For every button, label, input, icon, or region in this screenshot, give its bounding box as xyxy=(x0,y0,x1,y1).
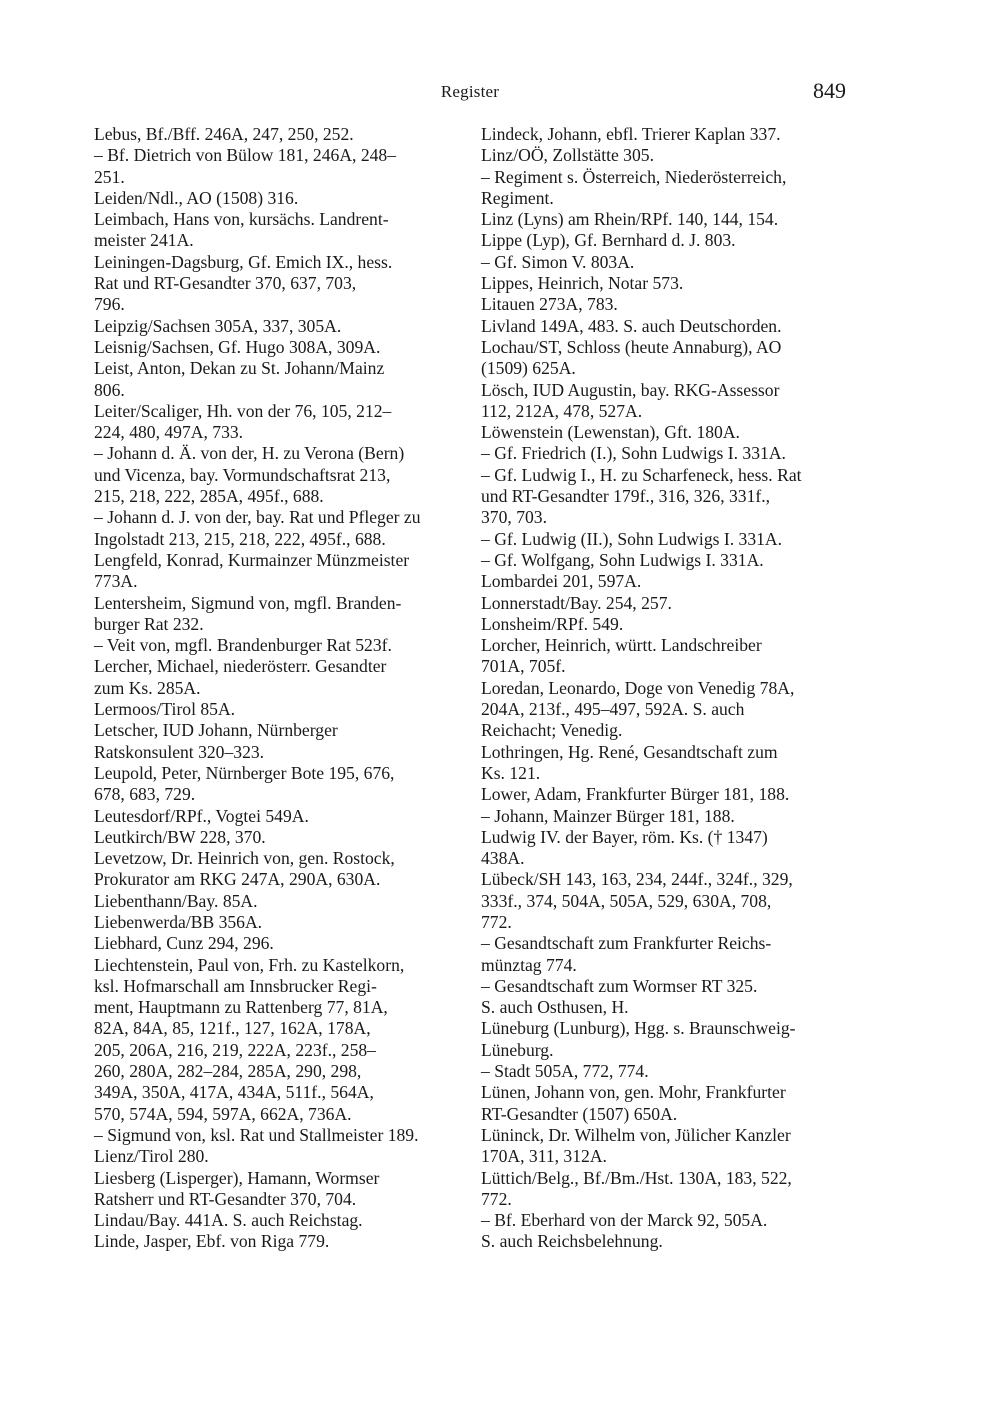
index-entry-line: – Gesandtschaft zum Wormser RT 325. xyxy=(481,975,758,996)
index-entry-line: Lüttich/Belg., Bf./Bm./Hst. 130A, 183, 522, xyxy=(481,1167,792,1188)
index-entry-line: 772. xyxy=(481,911,512,932)
index-entry-line: – Gf. Simon V. 803A. xyxy=(481,251,635,272)
index-entry xyxy=(94,720,474,763)
index-entry-line: 333f., 374, 504A, 505A, 529, 630A, 708, xyxy=(481,890,772,911)
index-entry-line: 438A. xyxy=(481,848,525,869)
index-entry-line: 772. xyxy=(481,1188,512,1209)
index-entry xyxy=(94,507,474,550)
index-entry xyxy=(481,124,861,145)
index-entry-line: 796. xyxy=(94,294,125,315)
index-entry-line: Lindau/Bay. 441A. S. auch Reichstag. xyxy=(94,1210,363,1231)
index-entry xyxy=(94,656,474,699)
index-column-right xyxy=(481,124,861,1253)
index-entry-line: Lengfeld, Konrad, Kurmainzer Münzmeister xyxy=(94,549,410,570)
index-entry-line: Ks. 121. xyxy=(481,762,541,783)
index-entry-line: 215, 218, 222, 285A, 495f., 688. xyxy=(94,486,324,507)
index-entry-line: Lippes, Heinrich, Notar 573. xyxy=(481,273,684,294)
index-entry xyxy=(481,167,861,210)
index-entry-line: 701A, 705f. xyxy=(481,656,566,677)
index-entry xyxy=(481,465,861,529)
index-entry xyxy=(481,614,861,635)
index-entry xyxy=(94,337,474,358)
index-entry-line: 806. xyxy=(94,379,125,400)
index-entry xyxy=(94,209,474,252)
index-entry xyxy=(481,316,861,337)
index-entry-line: – Johann, Mainzer Bürger 181, 188. xyxy=(481,805,735,826)
index-entry xyxy=(94,955,474,1125)
index-entry-line: 260, 280A, 282–284, 285A, 290, 298, xyxy=(94,1061,362,1082)
index-entry xyxy=(481,742,861,785)
index-entry-line: Ludwig IV. der Bayer, röm. Ks. († 1347) xyxy=(481,826,768,847)
index-entry-line: Leimbach, Hans von, kursächs. Landrent- xyxy=(94,209,389,230)
index-entry-line: Lüneburg. xyxy=(481,1039,554,1060)
index-entry-line: – Veit von, mgfl. Brandenburger Rat 523f. xyxy=(94,635,392,656)
index-entry xyxy=(94,443,474,507)
index-entry-line: Lorcher, Heinrich, württ. Landschreiber xyxy=(481,635,762,656)
index-entry xyxy=(481,273,861,294)
index-entry xyxy=(481,933,861,976)
index-entry xyxy=(481,252,861,273)
index-entry xyxy=(94,550,474,593)
index-entry-line: 204A, 213f., 495–497, 592A. S. auch xyxy=(481,699,745,720)
index-entry-line: meister 241A. xyxy=(94,230,194,251)
index-entry-line: Lippe (Lyp), Gf. Bernhard d. J. 803. xyxy=(481,230,736,251)
index-entry xyxy=(481,145,861,166)
index-entry xyxy=(94,1210,474,1231)
index-entry-line: Linz/OÖ, Zollstätte 305. xyxy=(481,145,654,166)
index-entry-line: Levetzow, Dr. Heinrich von, gen. Rostock, xyxy=(94,848,395,869)
index-entry-line: ment, Hauptmann zu Rattenberg 77, 81A, xyxy=(94,997,388,1018)
index-entry-line: 251. xyxy=(94,166,125,187)
index-entry-line: 773A. xyxy=(94,571,138,592)
index-entry xyxy=(481,635,861,678)
index-entry-line: burger Rat 232. xyxy=(94,613,204,634)
index-entry-line: Lüninck, Dr. Wilhelm von, Jülicher Kanzler xyxy=(481,1124,791,1145)
index-entry-line: 349A, 350A, 417A, 434A, 511f., 564A, xyxy=(94,1082,374,1103)
index-entry-line: Liebhard, Cunz 294, 296. xyxy=(94,933,274,954)
index-entry xyxy=(94,401,474,444)
index-entry-line: 170A, 311, 312A. xyxy=(481,1146,607,1167)
index-entry xyxy=(94,188,474,209)
index-entry-line: Leiningen-Dagsburg, Gf. Emich IX., hess. xyxy=(94,251,393,272)
page-number: 849 xyxy=(813,78,846,103)
index-entry-line: 112, 212A, 478, 527A. xyxy=(481,400,643,421)
index-entry-line: Livland 149A, 483. S. auch Deutschorden. xyxy=(481,315,782,336)
index-entry-line: – Johann d. J. von der, bay. Rat und Pfleger zu xyxy=(94,507,421,528)
index-entry-line: RT-Gesandter (1507) 650A. xyxy=(481,1103,678,1124)
index-entry-line: 205, 206A, 216, 219, 222A, 223f., 258– xyxy=(94,1039,376,1060)
index-entry-line: Leist, Anton, Dekan zu St. Johann/Mainz xyxy=(94,358,385,379)
index-entry xyxy=(481,550,861,571)
index-entry-line: Prokurator am RKG 247A, 290A, 630A. xyxy=(94,869,381,890)
index-entry-line: Lermoos/Tirol 85A. xyxy=(94,699,236,720)
index-entry xyxy=(94,763,474,806)
index-entry xyxy=(94,124,474,145)
index-entry-line: ksl. Hofmarschall am Innsbrucker Regi- xyxy=(94,975,377,996)
index-entry xyxy=(94,316,474,337)
index-entry-line: Lebus, Bf./Bff. 246A, 247, 250, 252. xyxy=(94,124,354,144)
index-entry-line: Ratsherr und RT-Gesandter 370, 704. xyxy=(94,1188,357,1209)
index-entry-line: – Bf. Eberhard von der Marck 92, 505A. xyxy=(481,1210,768,1231)
index-entry-line: Leiden/Ndl., AO (1508) 316. xyxy=(94,187,299,208)
index-entry-line: Lünen, Johann von, gen. Mohr, Frankfurter xyxy=(481,1082,786,1103)
index-entry xyxy=(481,1061,861,1082)
index-entry-line: – Gf. Ludwig (II.), Sohn Ludwigs I. 331A. xyxy=(481,528,783,549)
index-entry-line: Linz (Lyns) am Rhein/RPf. 140, 144, 154. xyxy=(481,209,779,230)
index-entry-line: Lombardei 201, 597A. xyxy=(481,571,642,592)
index-entry-line: Lonsheim/RPf. 549. xyxy=(481,613,624,634)
index-entry-line: Lüneburg (Lunburg), Hgg. s. Braunschweig- xyxy=(481,1018,796,1039)
index-entry-line: 678, 683, 729. xyxy=(94,784,196,805)
index-entry xyxy=(94,699,474,720)
index-entry-line: Liebenwerda/BB 356A. xyxy=(94,911,263,932)
index-entry-line: S. auch Reichsbelehnung. xyxy=(481,1231,663,1252)
index-entry-line: Lonnerstadt/Bay. 254, 257. xyxy=(481,592,672,613)
index-entry-line: Loredan, Leonardo, Doge von Venedig 78A, xyxy=(481,677,795,698)
index-entry xyxy=(481,1018,861,1061)
index-entry-line: – Sigmund von, ksl. Rat und Stallmeister 189. xyxy=(94,1124,419,1145)
index-entry xyxy=(94,806,474,827)
index-entry xyxy=(481,294,861,315)
index-entry-line: 570, 574A, 594, 597A, 662A, 736A. xyxy=(94,1103,352,1124)
index-entry xyxy=(481,784,861,805)
index-entry-line: – Gf. Ludwig I., H. zu Scharfeneck, hess. Rat xyxy=(481,464,802,485)
index-entry xyxy=(94,891,474,912)
index-entry-line: Lienz/Tirol 280. xyxy=(94,1146,209,1167)
index-entry-line: Litauen 273A, 783. xyxy=(481,294,618,315)
index-entry xyxy=(481,1082,861,1125)
index-entry-line: Leisnig/Sachsen, Gf. Hugo 308A, 309A. xyxy=(94,336,381,357)
index-entry xyxy=(94,912,474,933)
index-entry xyxy=(94,145,474,188)
index-entry-line: Reichacht; Venedig. xyxy=(481,720,623,741)
index-entry xyxy=(481,380,861,423)
index-entry-line: münztag 774. xyxy=(481,954,577,975)
index-entry xyxy=(94,1231,474,1252)
index-entry xyxy=(94,252,474,316)
index-entry-line: 82A, 84A, 85, 121f., 127, 162A, 178A, xyxy=(94,1018,371,1039)
index-entry-line: Löwenstein (Lewenstan), Gft. 180A. xyxy=(481,422,740,443)
index-entry xyxy=(481,869,861,933)
index-entry xyxy=(481,443,861,464)
index-entry-line: Linde, Jasper, Ebf. von Riga 779. xyxy=(94,1231,330,1252)
index-entry xyxy=(94,1146,474,1167)
index-column-left xyxy=(94,124,474,1253)
index-entry-line: Lentersheim, Sigmund von, mgfl. Branden- xyxy=(94,592,402,613)
index-entry xyxy=(481,1210,861,1253)
index-entry-line: Lübeck/SH 143, 163, 234, 244f., 324f., 329, xyxy=(481,869,793,890)
index-entry xyxy=(481,230,861,251)
index-entry-line: Ratskonsulent 320–323. xyxy=(94,741,265,762)
index-entry xyxy=(94,635,474,656)
index-entry-line: Lindeck, Johann, ebfl. Trierer Kaplan 337. xyxy=(481,124,781,144)
index-entry-line: Liesberg (Lisperger), Hamann, Wormser xyxy=(94,1167,380,1188)
index-entry xyxy=(481,337,861,380)
index-entry xyxy=(481,209,861,230)
index-entry-line: Liechtenstein, Paul von, Frh. zu Kastelkorn, xyxy=(94,954,405,975)
index-entry-line: Lothringen, Hg. René, Gesandtschaft zum xyxy=(481,741,778,762)
index-entry xyxy=(481,827,861,870)
index-entry-line: zum Ks. 285A. xyxy=(94,677,201,698)
index-entry xyxy=(94,848,474,891)
index-entry xyxy=(94,358,474,401)
index-entry-line: – Johann d. Ä. von der, H. zu Verona (Bern) xyxy=(94,443,405,464)
index-entry-line: Leipzig/Sachsen 305A, 337, 305A. xyxy=(94,315,342,336)
index-entry-line: Lercher, Michael, niederösterr. Gesandter xyxy=(94,656,387,677)
index-entry xyxy=(481,529,861,550)
index-entry-line: Ingolstadt 213, 215, 218, 222, 495f., 688. xyxy=(94,528,386,549)
running-title: Register xyxy=(440,82,500,101)
index-entry xyxy=(481,593,861,614)
index-entry-line: Liebenthann/Bay. 85A. xyxy=(94,890,258,911)
index-entry-line: Leutkirch/BW 228, 370. xyxy=(94,826,266,847)
index-entry xyxy=(481,678,861,742)
index-entry-line: – Stadt 505A, 772, 774. xyxy=(481,1061,649,1082)
index-entry-line: Leiter/Scaliger, Hh. von der 76, 105, 212– xyxy=(94,400,392,421)
index-entry-line: – Regiment s. Österreich, Niederösterreich, xyxy=(481,166,787,187)
page-header xyxy=(94,78,846,108)
index-entry xyxy=(481,806,861,827)
index-entry-line: Lösch, IUD Augustin, bay. RKG-Assessor xyxy=(481,379,780,400)
index-entry-line: 370, 703. xyxy=(481,507,547,528)
index-entry-line: – Gesandtschaft zum Frankfurter Reichs- xyxy=(481,933,772,954)
index-entry-line: – Gf. Wolfgang, Sohn Ludwigs I. 331A. xyxy=(481,549,764,570)
index-entry-line: Rat und RT-Gesandter 370, 637, 703, xyxy=(94,273,357,294)
index-entry xyxy=(94,1125,474,1146)
index-entry-line: Letscher, IUD Johann, Nürnberger xyxy=(94,720,338,741)
index-entry xyxy=(481,422,861,443)
index-entry-line: – Bf. Dietrich von Bülow 181, 246A, 248– xyxy=(94,145,397,166)
index-entry-line: 224, 480, 497A, 733. xyxy=(94,422,244,443)
index-entry-line: Lochau/ST, Schloss (heute Annaburg), AO xyxy=(481,336,782,357)
index-entry-line: Leutesdorf/RPf., Vogtei 549A. xyxy=(94,805,309,826)
index-entry xyxy=(481,571,861,592)
index-entry-line: und RT-Gesandter 179f., 316, 326, 331f., xyxy=(481,486,771,507)
index-entry xyxy=(94,827,474,848)
index-entry-line: Leupold, Peter, Nürnberger Bote 195, 676, xyxy=(94,762,395,783)
index-entry-line: Lower, Adam, Frankfurter Bürger 181, 188. xyxy=(481,784,790,805)
index-entry-line: und Vicenza, bay. Vormundschaftsrat 213, xyxy=(94,464,391,485)
index-entry xyxy=(94,933,474,954)
index-entry-line: (1509) 625A. xyxy=(481,358,576,379)
index-entry xyxy=(94,1168,474,1211)
index-entry-line: – Gf. Friedrich (I.), Sohn Ludwigs I. 331A. xyxy=(481,443,786,464)
index-entry xyxy=(94,593,474,636)
index-entry xyxy=(481,976,861,1019)
index-entry xyxy=(481,1168,861,1211)
index-entry xyxy=(481,1125,861,1168)
index-entry-line: S. auch Osthusen, H. xyxy=(481,997,629,1018)
index-entry-line: Regiment. xyxy=(481,187,554,208)
